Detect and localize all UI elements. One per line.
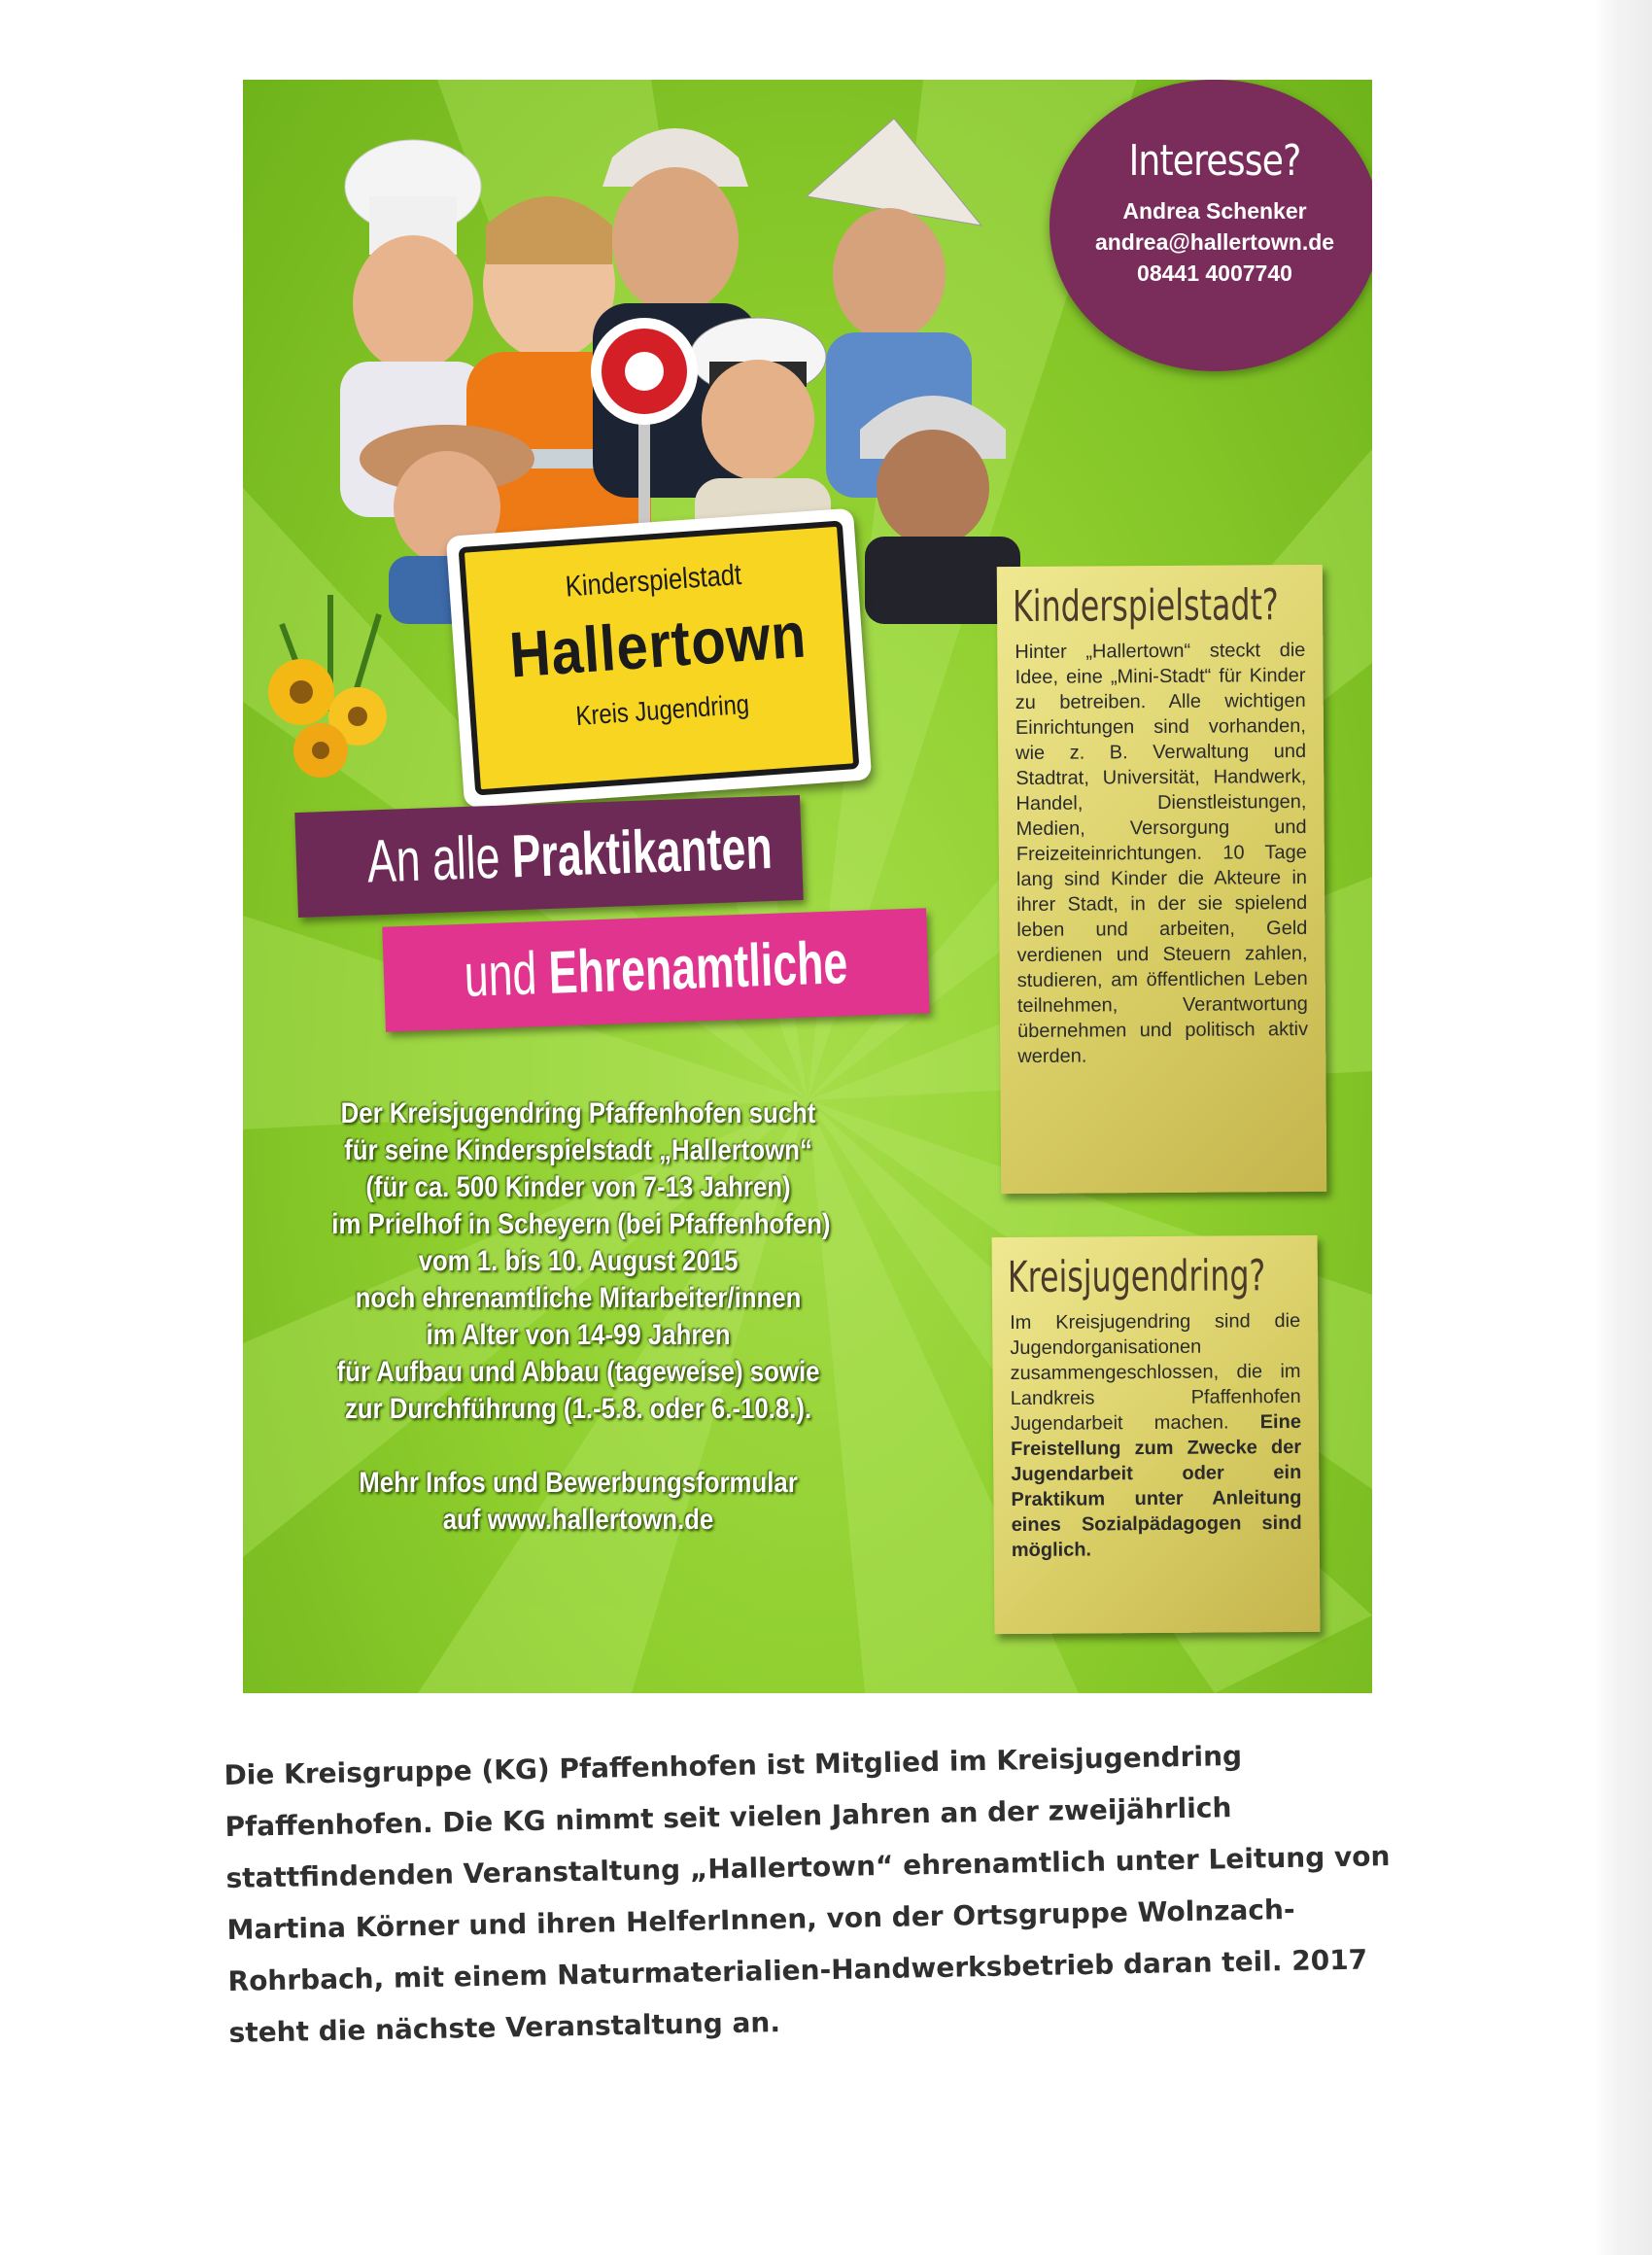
caption-line: steht die nächste Veranstaltung an.: [228, 2006, 781, 2049]
website-line[interactable]: auf www.hallertown.de: [442, 1504, 714, 1536]
recruitment-line: im Alter von 14-99 Jahren: [426, 1319, 731, 1351]
caption-line: Die Kreisgruppe (KG) Pfaffenhofen ist Mitglied im Kreisjugendring: [224, 1739, 1243, 1791]
contact-name: Andrea Schenker: [1122, 198, 1307, 224]
flyer: [243, 80, 1372, 1693]
recruitment-line: noch ehrenamtliche Mitarbeiter/innen: [355, 1282, 802, 1314]
banner-ehrenamtliche-bold: Ehrenamtliche: [547, 929, 849, 1007]
banner-ehrenamtliche-thin: und: [463, 939, 550, 1010]
town-sign-face: [459, 521, 860, 796]
town-sign-name: Hallertown: [506, 598, 809, 691]
contact-title: Interesse?: [1128, 136, 1301, 186]
recruitment-line: vom 1. bis 10. August 2015: [418, 1245, 739, 1277]
recruitment-line: im Prielhof in Scheyern (bei Pfaffenhofen): [331, 1208, 831, 1240]
contact-email[interactable]: andrea@hallertown.de: [1094, 229, 1335, 255]
scan-edge: [1594, 0, 1652, 2255]
info-box-kreisjugendring-title: Kreisjugendring?: [1007, 1251, 1266, 1303]
info-box-kreisjugendring-text: Im Kreisjugendring sind die Jugendorganisationen zusammengeschlossen, die im Landkreis Pfaffenhofen Jugendarbeit machen.: [1010, 1309, 1301, 1436]
banner-praktikanten-text: [365, 797, 774, 915]
sunflower-bouquet: [243, 585, 418, 799]
caption-line: Martina Körner und ihren HelferInnen, von der Ortsgruppe Wolnzach-: [226, 1892, 1295, 1946]
banner-praktikanten: [294, 795, 803, 918]
info-box-kreisjugendring: [992, 1235, 1321, 1634]
banner-ehrenamtliche-text: [459, 911, 854, 1029]
more-info-line: Mehr Infos und Bewerbungsformular: [359, 1467, 798, 1499]
banner-ehrenamtliche: [382, 908, 929, 1031]
caption-line: Rohrbach, mit einem Naturmaterialien-Handwerksbetrieb daran teil. 2017: [227, 1943, 1368, 1997]
town-sign-bottom: Kreis Jugendring: [574, 688, 750, 732]
recruitment-text: [292, 1095, 865, 1539]
caption-line: Pfaffenhofen. Die KG nimmt seit vielen Jahren an der zweijährlich: [224, 1791, 1232, 1843]
town-sign-top: Kinderspielstadt: [564, 558, 743, 604]
info-box-kreisjugendring-body: [1010, 1308, 1302, 1563]
banner-praktikanten-bold: Praktikanten: [510, 815, 774, 891]
info-box-kinderspielstadt: [997, 565, 1326, 1194]
banner-praktikanten-thin: An alle: [365, 823, 513, 896]
info-box-kinderspielstadt-title: Kinderspielstadt?: [1012, 580, 1279, 633]
contact-phone[interactable]: 08441 4007740: [1137, 260, 1292, 286]
info-box-kreisjugendring-bold: Eine Freistellung zum Zwecke der Jugendarbeit oder ein Praktikum unter Anleitung eines Sozialpädagogen sind möglich.: [1011, 1410, 1302, 1562]
info-box-kinderspielstadt-body: Hinter „Hallertown“ steckt die Idee, eine „Mini-Stadt“ für Kinder zu betreiben. Alle wichtigen Einrichtungen sind vorhanden, wie z. B. Verwaltung und Stadtrat, Universität, Handwerk, Handel, Dienstleistungen, Medien, Versorgung und Freizeiteinrichtungen. 10 Tage lang sind Kinder die Akteure in ihrer Stadt, in der sie spielend leben und arbeiten, Geld verdienen und Steuern zahlen, studieren, am öffentlichen Leben teilnehmen, Verantwortung übernehmen und politisch aktiv werden.: [1015, 639, 1309, 1068]
caption-line: stattfindenden Veranstaltung „Hallertown“ ehrenamtlich unter Leitung von: [225, 1839, 1391, 1894]
recruitment-line: Der Kreisjugendring Pfaffenhofen sucht: [340, 1097, 816, 1129]
town-sign: [446, 508, 873, 809]
contact-circle: [1050, 80, 1372, 371]
recruitment-line: (für ca. 500 Kinder von 7-13 Jahren): [365, 1171, 791, 1203]
recruitment-line: für seine Kinderspielstadt „Hallertown“: [344, 1134, 812, 1166]
recruitment-line: für Aufbau und Abbau (tageweise) sowie: [336, 1356, 820, 1388]
recruitment-line: zur Durchführung (1.-5.8. oder 6.-10.8.).: [344, 1393, 812, 1425]
caption-text: [224, 1725, 1473, 2059]
